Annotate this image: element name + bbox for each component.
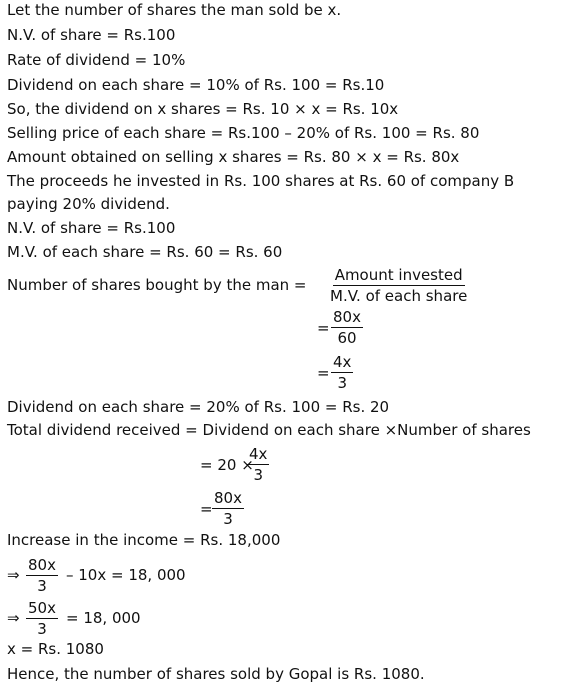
- fraction-numerator: 50x: [28, 599, 56, 617]
- fraction: [247, 445, 269, 484]
- text-line: Rate of dividend = 10%: [7, 51, 186, 69]
- fraction: [331, 308, 363, 347]
- text-line: M.V. of each share = Rs. 60 = Rs. 60: [7, 243, 283, 261]
- text-line: N.V. of share = Rs.100: [7, 26, 176, 44]
- expression: = 20 ×: [200, 456, 254, 474]
- fraction-numerator: 4x: [249, 445, 268, 463]
- fraction-numerator: 80x: [214, 489, 242, 507]
- text-line: The proceeds he invested in Rs. 100 shares at Rs. 60 of company B: [7, 172, 515, 190]
- fraction-denominator: 3: [253, 466, 263, 484]
- implies-arrow: ⇒: [7, 609, 20, 627]
- fraction-denominator: M.V. of each share: [330, 287, 468, 305]
- expression: – 10x = 18, 000: [66, 566, 186, 584]
- conclusion-line: Hence, the number of shares sold by Gopal is Rs. 1080.: [7, 665, 425, 683]
- fraction: [26, 556, 58, 595]
- fraction-denominator: 3: [37, 620, 47, 638]
- text-line: Amount obtained on selling x shares = Rs. 80 × x = Rs. 80x: [7, 148, 460, 166]
- text-line: Number of shares bought by the man =: [7, 276, 307, 294]
- fraction-numerator: 4x: [333, 353, 352, 371]
- equals-sign: =: [317, 364, 330, 382]
- fraction: [331, 353, 353, 392]
- fraction-denominator: 3: [337, 374, 347, 392]
- equals-sign: =: [200, 500, 213, 518]
- text-line: So, the dividend on x shares = Rs. 10 × x = Rs. 10x: [7, 100, 399, 118]
- fraction: [26, 599, 58, 638]
- text-line: Dividend on each share = 10% of Rs. 100 = Rs.10: [7, 76, 385, 94]
- text-line: Dividend on each share = 20% of Rs. 100 = Rs. 20: [7, 398, 390, 416]
- text-line: Selling price of each share = Rs.100 – 20% of Rs. 100 = Rs. 80: [7, 124, 480, 142]
- fraction-numerator: 80x: [333, 308, 361, 326]
- implies-arrow: ⇒: [7, 566, 20, 584]
- fraction-numerator: 80x: [28, 556, 56, 574]
- text-line: Let the number of shares the man sold be x.: [7, 1, 342, 19]
- fraction-numerator: Amount invested: [334, 266, 463, 284]
- expression: = 18, 000: [66, 609, 141, 627]
- fraction: [212, 489, 244, 528]
- text-line: Total dividend received = Dividend on each share ×Number of shares: [7, 421, 531, 439]
- text-line: x = Rs. 1080: [7, 640, 104, 658]
- equals-sign: =: [317, 319, 330, 337]
- text-line: N.V. of share = Rs.100: [7, 219, 176, 237]
- fraction: [328, 266, 469, 305]
- fraction-denominator: 3: [223, 510, 233, 528]
- fraction-denominator: 60: [337, 329, 357, 347]
- fraction-denominator: 3: [37, 577, 47, 595]
- text-line: paying 20% dividend.: [7, 195, 170, 213]
- text-line: Increase in the income = Rs. 18,000: [7, 531, 281, 549]
